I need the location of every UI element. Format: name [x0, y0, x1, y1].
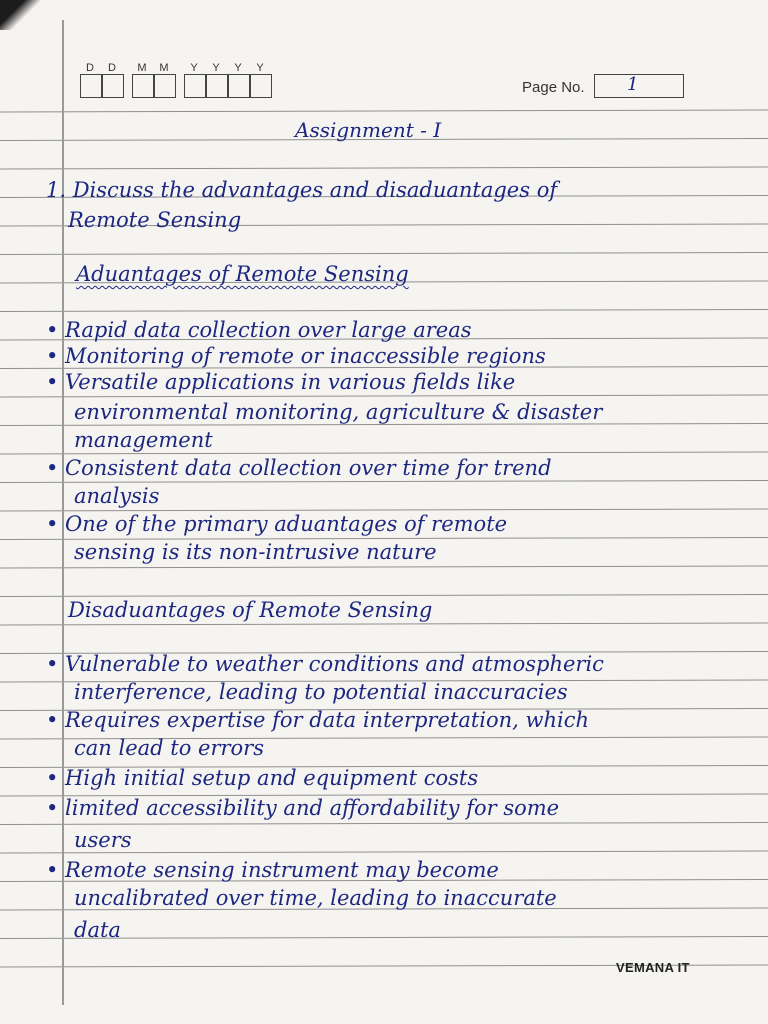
ruled-line [0, 110, 768, 112]
page-number-value: 1 [627, 74, 639, 95]
ruled-line [0, 452, 768, 454]
date-letter-m1: M [137, 62, 147, 74]
advantage-line-2: • Monitoring of remote or inaccessible regions [46, 344, 546, 368]
disadvantage-line-10: data [74, 918, 121, 942]
date-box-d1 [80, 74, 102, 98]
ruled-line [0, 566, 768, 568]
advantage-line-5: management [74, 428, 213, 452]
disadvantage-line-7: users [74, 828, 132, 852]
ruled-line [0, 310, 768, 312]
notebook-brand: VEMANA IT [616, 960, 690, 975]
date-letter-y1: Y [190, 62, 198, 74]
ruled-line [0, 481, 768, 483]
date-box-m2 [154, 74, 176, 98]
date-box-y2 [206, 74, 228, 98]
disadvantage-line-3: • Requires expertise for data interpretation, which [46, 708, 590, 732]
date-box-y1 [184, 74, 206, 98]
ruled-line [0, 253, 768, 255]
disadvantage-line-6: • limited accessibility and affordability for some [46, 796, 560, 820]
advantage-line-8: • One of the primary aduantages of remote [46, 512, 508, 536]
date-letter-d1: D [86, 62, 94, 74]
ruled-line [0, 509, 768, 511]
advantage-line-9: sensing is its non-intrusive nature [74, 540, 437, 564]
disadvantage-line-9: uncalibrated over time, leading to inaccurate [74, 886, 557, 910]
advantage-line-6: • Consistent data collection over time for trend [46, 456, 552, 480]
ruled-line [0, 623, 768, 625]
ruled-line [0, 823, 768, 825]
disadvantage-line-8: • Remote sensing instrument may become [46, 858, 499, 882]
disadvantages-heading: Disaduantages of Remote Sensing [68, 598, 433, 622]
question-line-2: Remote Sensing [68, 208, 242, 232]
ruled-line [0, 167, 768, 169]
date-letter-d2: D [108, 62, 116, 74]
disadvantage-line-4: can lead to errors [74, 736, 264, 760]
date-box-y4 [250, 74, 272, 98]
advantage-line-1: • Rapid data collection over large areas [46, 318, 472, 342]
date-box-d2 [102, 74, 124, 98]
page-number-label: Page No. [522, 79, 585, 96]
question-line-1: 1. Discuss the advantages and disaduantages of [46, 178, 558, 202]
disadvantage-line-2: interference, leading to potential inaccuracies [74, 680, 568, 704]
date-box-y3 [228, 74, 250, 98]
date-letter-y2: Y [212, 62, 220, 74]
date-letter-y3: Y [234, 62, 242, 74]
assignment-title: Assignment - I [295, 118, 442, 142]
advantage-line-3: • Versatile applications in various fields like [46, 370, 516, 394]
date-letter-m2: M [159, 62, 169, 74]
advantage-line-4: environmental monitoring, agriculture & disaster [74, 400, 603, 424]
date-box-m1 [132, 74, 154, 98]
disadvantage-line-1: • Vulnerable to weather conditions and atmospheric [46, 652, 604, 676]
disadvantage-line-5: • High initial setup and equipment costs [46, 766, 479, 790]
ruled-line [0, 595, 768, 597]
date-letter-y4: Y [256, 62, 264, 74]
ruled-line [0, 395, 768, 397]
page-number-box [594, 74, 684, 98]
advantages-heading: Aduantages of Remote Sensing [76, 262, 409, 286]
advantage-line-7: analysis [74, 484, 160, 508]
